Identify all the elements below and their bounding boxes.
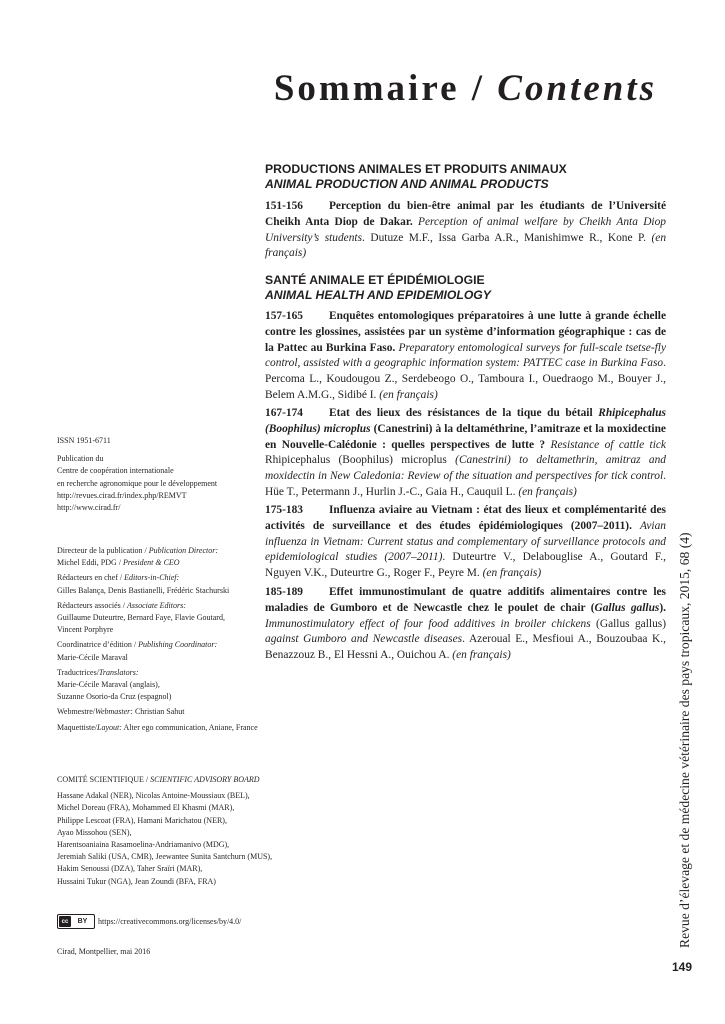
publisher-line: Publication du	[57, 454, 104, 464]
section-animal-production	[265, 162, 666, 191]
toc-entry[interactable]	[265, 309, 666, 404]
editorial-board	[57, 545, 257, 734]
page-title	[0, 66, 657, 112]
board-title: COMITÉ SCIENTIFIQUE / SCIENTIFIC ADVISORY BOARD	[57, 775, 260, 784]
webmaster: Webmestre/Webmaster: Christian Sahut	[57, 707, 185, 717]
board-member-line: Hassane Adakal (NER), Nicolas Antoine-Moussiaux (BEL),	[57, 791, 250, 801]
scientific-board	[57, 774, 273, 888]
page-range: 157-165	[265, 310, 303, 322]
toc-entry[interactable]	[265, 199, 666, 262]
director-label: Directeur de la publication / Publication Director:	[57, 546, 218, 555]
trans-name: Suzanne Osorio-da Cruz (espagnol)	[57, 692, 172, 702]
article-title-en: Preparatory entomological surveys for full-scale tsetse-fly control, assisted with a geographic information system: PATTEC case in Burkina Faso	[265, 341, 667, 370]
article-title-fr: Perception du bien-être animal par les étudiants de l’Université Cheikh Anta Diop de Dakar.	[265, 200, 666, 228]
article-language: (en français)	[265, 231, 667, 260]
board-member-line: Hakim Senoussi (DZA), Taher Sraïri (MAR),	[57, 864, 203, 874]
layout-credit: Maquettiste/Layout: Alter ego communication, Aniane, France	[57, 722, 258, 732]
cirad-url[interactable]: http://www.cirad.fr/	[57, 503, 121, 513]
article-title-en-part: against Gumboro and Newcastle diseases	[265, 633, 463, 646]
article-language: (en français)	[379, 388, 438, 401]
article-authors: . Dutuze M.F., Issa Garba A.R., Manishimwe R., Kone P.	[362, 231, 646, 244]
title-en: Contents	[497, 68, 657, 109]
article-title-en-part: Resistance of cattle tick	[550, 438, 666, 451]
article-title-en: Perception of animal welfare by Cheikh Anta Diop University’s students	[265, 215, 666, 244]
toc-entry[interactable]	[265, 585, 666, 664]
page-range: 185-189	[265, 586, 303, 598]
board-member-line: Jeremiah Saliki (USA, CMR), Jeewantee Sunita Santchurn (MUS),	[57, 852, 273, 862]
footer-place-date: Cirad, Montpellier, mai 2016	[57, 947, 151, 956]
article-language: (en français)	[518, 485, 577, 498]
journal-url[interactable]: http://revues.cirad.fr/index.php/REMVT	[57, 490, 187, 500]
trans-name: Marie-Cécile Maraval (anglais),	[57, 680, 160, 690]
license-link[interactable]: https://creativecommons.org/licenses/by/4.0/	[98, 917, 242, 926]
article-title-fr-part: Effet immunostimulant de quatre additifs alimentaires contre les maladies de Gumboro et de Newcastle chez le poulet de chair (	[265, 586, 666, 614]
article-title-fr: Enquêtes entomologiques préparatoires à une lutte à grande échelle contre les glossines, assistées par un système d’information géographique : cas de la Pattec au Burkina Faso.	[265, 310, 666, 354]
section-heading-en: ANIMAL HEALTH AND EPIDEMIOLOGY	[265, 287, 491, 302]
board-member-line: Michel Doreau (FRA), Mohammed El Khasmi (MAR),	[57, 803, 235, 813]
article-language: (en français)	[452, 649, 511, 662]
article-authors: . Percoma L., Koudougou Z., Serdebeogo O., Tamboura I., Ouedraogo M., Bouyer J., Belem A.M.G., Sidibé I.	[265, 357, 666, 401]
species-name: (Gallus gallus)	[596, 617, 666, 630]
coord-label: Coordinatrice d’édition / Publishing Coordinator:	[57, 640, 218, 650]
page-range: 151-156	[265, 200, 303, 212]
publisher-line: en recherche agronomique pour le développement	[57, 478, 218, 488]
article-title-fr-part: Etat des lieux des résistances de la tique du bétail	[328, 407, 593, 419]
director-name: Michel Eddi, PDG / President & CEO	[57, 558, 180, 568]
section-heading-fr: PRODUCTIONS ANIMALES ET PRODUITS ANIMAUX	[265, 162, 567, 176]
article-title-fr-part: ).	[659, 601, 666, 614]
toc-entry[interactable]	[265, 503, 666, 582]
article-title-en: Avian influenza in Vietnam: Current status and complementary of surveillance protocols and epidemiological studies (2007–2011)	[265, 519, 666, 564]
cc-by-license-icon: cc BY	[57, 914, 95, 929]
board-members	[57, 790, 273, 888]
section-heading-en: ANIMAL PRODUCTION AND ANIMAL PRODUCTS	[265, 176, 549, 191]
assoc-names: Guillaume Duteurtre, Bernard Faye, Flavie Goutard,	[57, 613, 225, 623]
article-title-fr: Influenza aviaire au Vietnam : état des lieux et complémentarité des activités de surveillance et des études épidémiologiques (2007–2011).	[265, 504, 666, 532]
coord-name: Marie-Cécile Maraval	[57, 652, 128, 662]
species-name: Rhipicephalus (Boophilus) microplus	[265, 454, 447, 467]
article-authors: . Hüe T., Petermann J., Hurlin J.-C., Gaia H., Cauquil L.	[265, 470, 666, 498]
chief-label: Rédacteurs en chef / Editors-in-Chief:	[57, 573, 180, 583]
article-title-en-part: (Canestrini) to deltamethrin, amitraz and moxidectin in New Caledonia: Review of the situation and perspectives for tick control	[265, 454, 666, 483]
publisher-line: Centre de coopération internationale	[57, 466, 174, 476]
article-title-fr-part: (Canestrini) à la deltaméthrine, l’amitraze et la moxidectine en Nouvelle-Calédonie : quelles perspectives de lutte ?	[265, 422, 666, 451]
page-number: 149	[672, 960, 693, 974]
page-range: 167-174	[265, 407, 303, 419]
board-member-line: Philippe Lescoat (FRA), Hamani Marichatou (NER),	[57, 815, 227, 825]
masthead	[57, 435, 257, 514]
article-authors: . Duteurtre V., Delabouglise A., Goutard F., Nguyen V.K., Duteurtre G., Roger F., Peyre M.	[265, 551, 666, 580]
running-head: Revue d’élevage et de médecine vétérinaire des pays tropicaux, 2015, 68 (4)	[677, 532, 692, 948]
issn: ISSN 1951-6711	[57, 436, 111, 445]
toc-entry[interactable]	[265, 406, 666, 501]
board-member-line: Ayao Missohou (SEN),	[57, 827, 132, 837]
assoc-label: Rédacteurs associés / Associate Editors:	[57, 600, 186, 610]
section-animal-health	[265, 273, 666, 302]
board-member-line: Harentsoaniaina Rasamoelina-Andriamanivo (MDG),	[57, 840, 230, 850]
board-member-line: Hussaini Tukur (NGA), Jean Zoundi (BFA, FRA)	[57, 876, 216, 886]
species-name: Gallus gallus	[594, 601, 660, 614]
article-title-en-part: Immunostimulatory effect of four food additives in broiler chickens	[265, 617, 591, 630]
chief-names: Gilles Balança, Denis Bastianelli, Frédéric Stachurski	[57, 585, 230, 595]
section-heading-fr: SANTÉ ANIMALE ET ÉPIDÉMIOLOGIE	[265, 273, 485, 287]
page-range: 175-183	[265, 504, 303, 516]
trans-label: Traductrices/Translators:	[57, 667, 139, 677]
assoc-names: Vincent Porphyre	[57, 625, 114, 635]
article-authors: . Azeroual E., Mesfioui A., Bouzoubaa K., Benazzouz B., El Hessni A., Ouichou A.	[265, 633, 666, 662]
species-name: Rhipicephalus (Boophilus) microplus	[265, 407, 666, 435]
title-fr: Sommaire /	[273, 68, 486, 109]
article-language: (en français)	[482, 567, 542, 580]
